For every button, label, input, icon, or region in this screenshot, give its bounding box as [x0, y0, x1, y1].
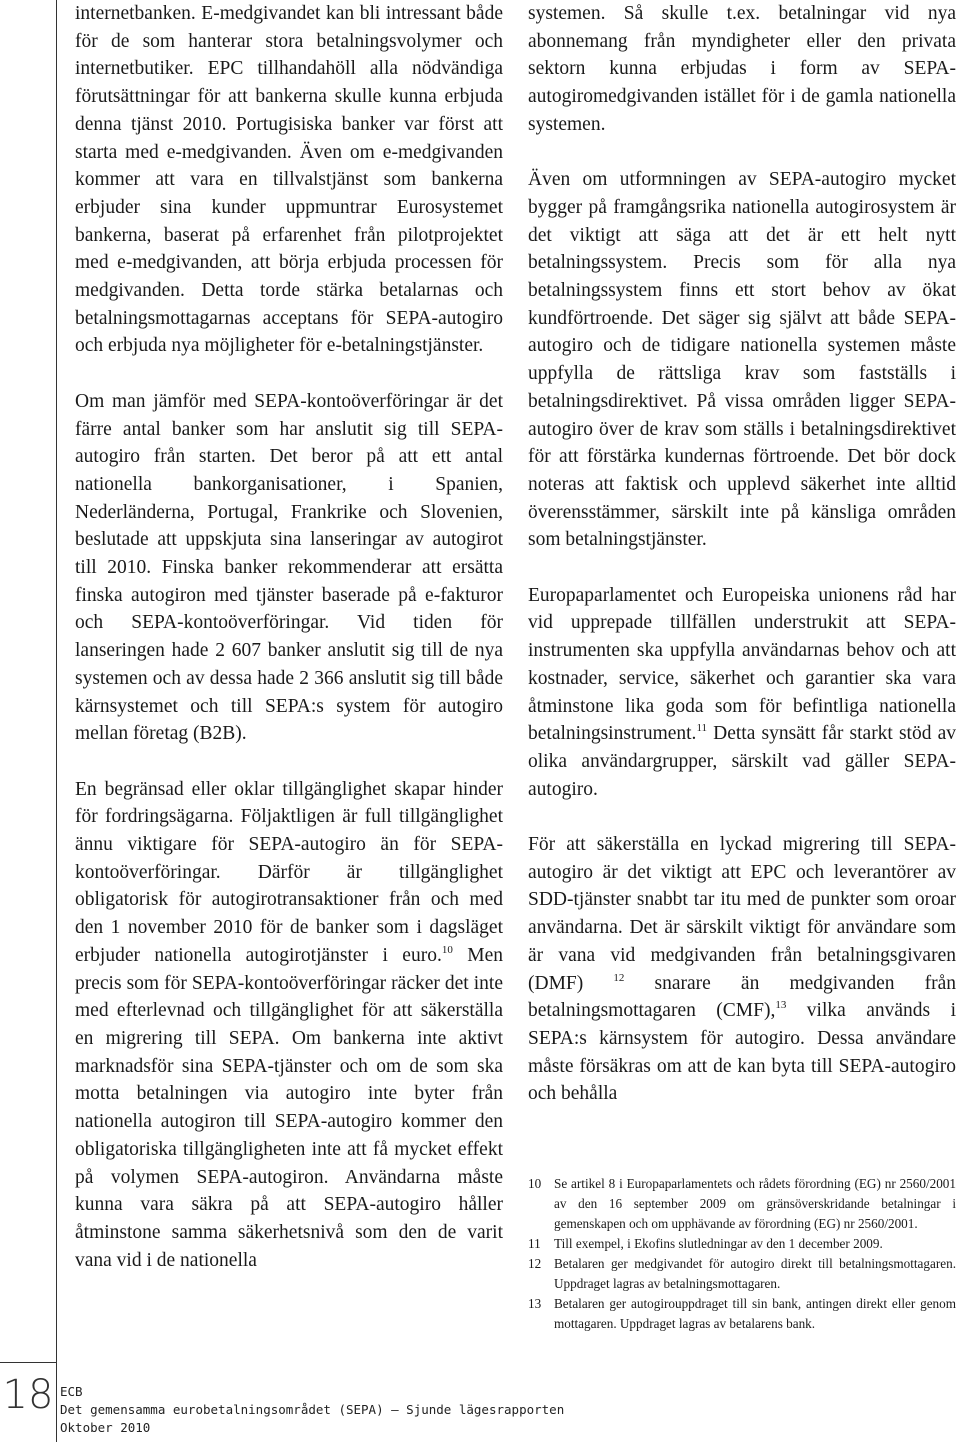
footnote-number: 13: [528, 1296, 542, 1311]
text-span: Men precis som för SEPA-kontoöverföringar räcker det inte med efterlevnad och tillgänglighet för att säkerställa en migrering till SEPA. Om bankerna inte aktivt marknadsför sina SEPA-tjänster och om de som ska motta betalningen via autogiro inte byter från nationella autogiron till SEPA-autogiro kommer den obligatoriska tillgängligheten inte att få mycket effekt på volymen SEPA-autogiron. Användarna måste kunna vara säkra på att SEPA-autogiro håller åtminstone samma säkerhetsnivå som den de varit vana vid i de nationella: [75, 944, 503, 1271]
footnote-text: Se artikel 8 i Europaparlamentets och rådets förordning (EG) nr 2560/2001 av den 16 september 2009 om gränsöverskridande betalningar i gemenskapen och om upphävande av förordning (EG) nr 2560/2001.: [554, 1176, 956, 1231]
footnote-ref[interactable]: 10: [441, 943, 453, 956]
body-paragraph: [75, 776, 503, 1275]
page-footer: [60, 1383, 564, 1437]
body-paragraph: [528, 582, 956, 804]
footnote: [528, 1234, 956, 1254]
body-paragraph: internetbanken. E-medgivandet kan bli intressant både för de som hanterar stora betalningsvolymer och internetbutiker. EPC tillhandahöll alla nödvändiga förutsättningar för att bankerna skulle kunna erbjuda denna tjänst 2010. Portugisiska banker var först att starta med e-medgivanden. Även om e-medgivanden kommer att vara en tillvalstjänst som bankerna erbjuder sina kunder uppmuntrar Eurosystemet bankerna, baserat på erfarenhet från pilotprojektet med e-medgivanden, att börja erbjuda processen för medgivanden. Detta torde stärka betalarnas och betalningsmottagarnas acceptans för SEPA-autogiro och erbjuda nya möjligheter för e-betalningstjänster.: [75, 3, 503, 357]
footnote-text: Till exempel, i Ekofins slutledningar av den 1 december 2009.: [554, 1236, 883, 1251]
footnote-number: 11: [528, 1236, 541, 1251]
footnote-text: Betalaren ger autogirouppdraget till sin bank, antingen direkt eller genom mottagaren. Uppdraget lagras av betalarens bank.: [554, 1296, 956, 1331]
text-span: vilka används i SEPA:s kärnsystem för autogiro. Dessa användare måste försäkras om att de kan byta till SEPA-autogiro och behålla: [528, 1000, 956, 1105]
text-span: För att säkerställa en lyckad migrering till SEPA-autogiro är det viktigt att EPC och leverantörer av SDD-tjänster snabbt tar itu med de punkter som oroar användarna. Det är särskilt viktigt för användare som är vana vid medgivanden från betalningsgivaren (DMF): [528, 834, 956, 994]
footer-report-title: Det gemensamma eurobetalningsområdet (SEPA) — Sjunde lägesrapporten: [60, 1402, 565, 1417]
text-span: Europaparlamentet och Europeiska unionens råd har vid upprepade tillfällen understrukit att SEPA-instrumenten ska uppfylla användarnas behov och att kostnader, service, säkerhet och garantier ska vara åtminstone lika goda som för befintliga nationella betalningsinstrument.: [528, 584, 956, 745]
left-column: [75, 0, 503, 1274]
footnote: [528, 1294, 956, 1334]
footnote: [528, 1254, 956, 1294]
footnote-ref[interactable]: 12: [613, 971, 625, 984]
footnote-ref[interactable]: 13: [775, 999, 787, 1012]
body-paragraph: Om man jämför med SEPA-kontoöverföringar är det färre antal banker som har anslutit sig till SEPA-autogiro från starten. Det beror på att ett antal nationella bankorganisationer, i Spanien, Nederländerna, Portugal, Frankrike och Slovenien, beslutade att uppskjuta sina lanseringar av autogirot till 2010. Finska banker rekommenderar att ersätta finska autogiron med tjänster baserade på e-fakturor och SEPA-kontoöverföringar. Vid tiden för lanseringen hade 2 607 banker anslutit sig till de nya systemen och av dessa hade 2 366 anslutit sig till både kärnsystemet och till SEPA:s system för autogiro mellan företag (B2B).: [75, 390, 503, 745]
footnote-ref[interactable]: 11: [696, 722, 708, 735]
margin-rule: [56, 0, 57, 1442]
footnote: [528, 1174, 956, 1234]
footnote-number: 10: [528, 1176, 542, 1191]
footer-date: Oktober 2010: [60, 1420, 151, 1435]
footnote-number: 12: [528, 1256, 542, 1271]
text-span: En begränsad eller oklar tillgänglighet skapar hinder för fordringsägarna. Följaktligen är full tillgänglighet ännu viktigare för SEPA-autogiro än för SEPA-kontoöverföringar. Därför är tillgänglighet obligatorisk för autogirotransaktioner från och med den 1 november 2010 för de banker som i dagsläget erbjuder nationella autogirotjänster i euro.: [75, 778, 503, 966]
text-span: Detta synsätt får starkt stöd av olika användargrupper, särskilt vad gäller SEPA-autogiro.: [528, 723, 956, 800]
body-paragraph: systemen. Så skulle t.ex. betalningar vid nya abonnemang från myndigheter eller den privata sektorn kunna erbjudas i form av SEPA-autogiromedgivanden istället för i de gamla nationella systemen.: [528, 3, 956, 135]
body-paragraph: Även om utformningen av SEPA-autogiro mycket bygger på framgångsrika nationella autogirosystem är det viktigt att säga att det är ett helt nytt betalningssystem. Precis som för alla nya betalningssystem finns ett stort behov av ökat kundförtroende. Det säger sig självt att både SEPA-autogiro och de tidigare nationella systemen måste uppfylla de rättsliga krav som fastställs i betalningsdirektivet. På vissa områden ligger SEPA-autogiro över de krav som ställs i betalningsdirektivet för att förstärka kundernas förtroende. Det bör dock noteras att faktisk och upplevd säkerhet inte alltid överensstämmer, särskilt inte på känsliga områden som betalningstjänster.: [528, 169, 956, 551]
body-paragraph: [528, 831, 956, 1108]
footnotes: [528, 1174, 956, 1334]
right-column: [528, 0, 956, 1108]
footer-org: ECB: [60, 1384, 83, 1399]
text-span: snarare än medgivanden från betalningsmottagaren (CMF),: [528, 972, 957, 1022]
footnote-text: Betalaren ger medgivandet för autogiro direkt till betalningsmottagaren. Uppdraget lagras av betalningsmottagaren.: [554, 1256, 956, 1291]
page-number: 18: [2, 1372, 54, 1418]
